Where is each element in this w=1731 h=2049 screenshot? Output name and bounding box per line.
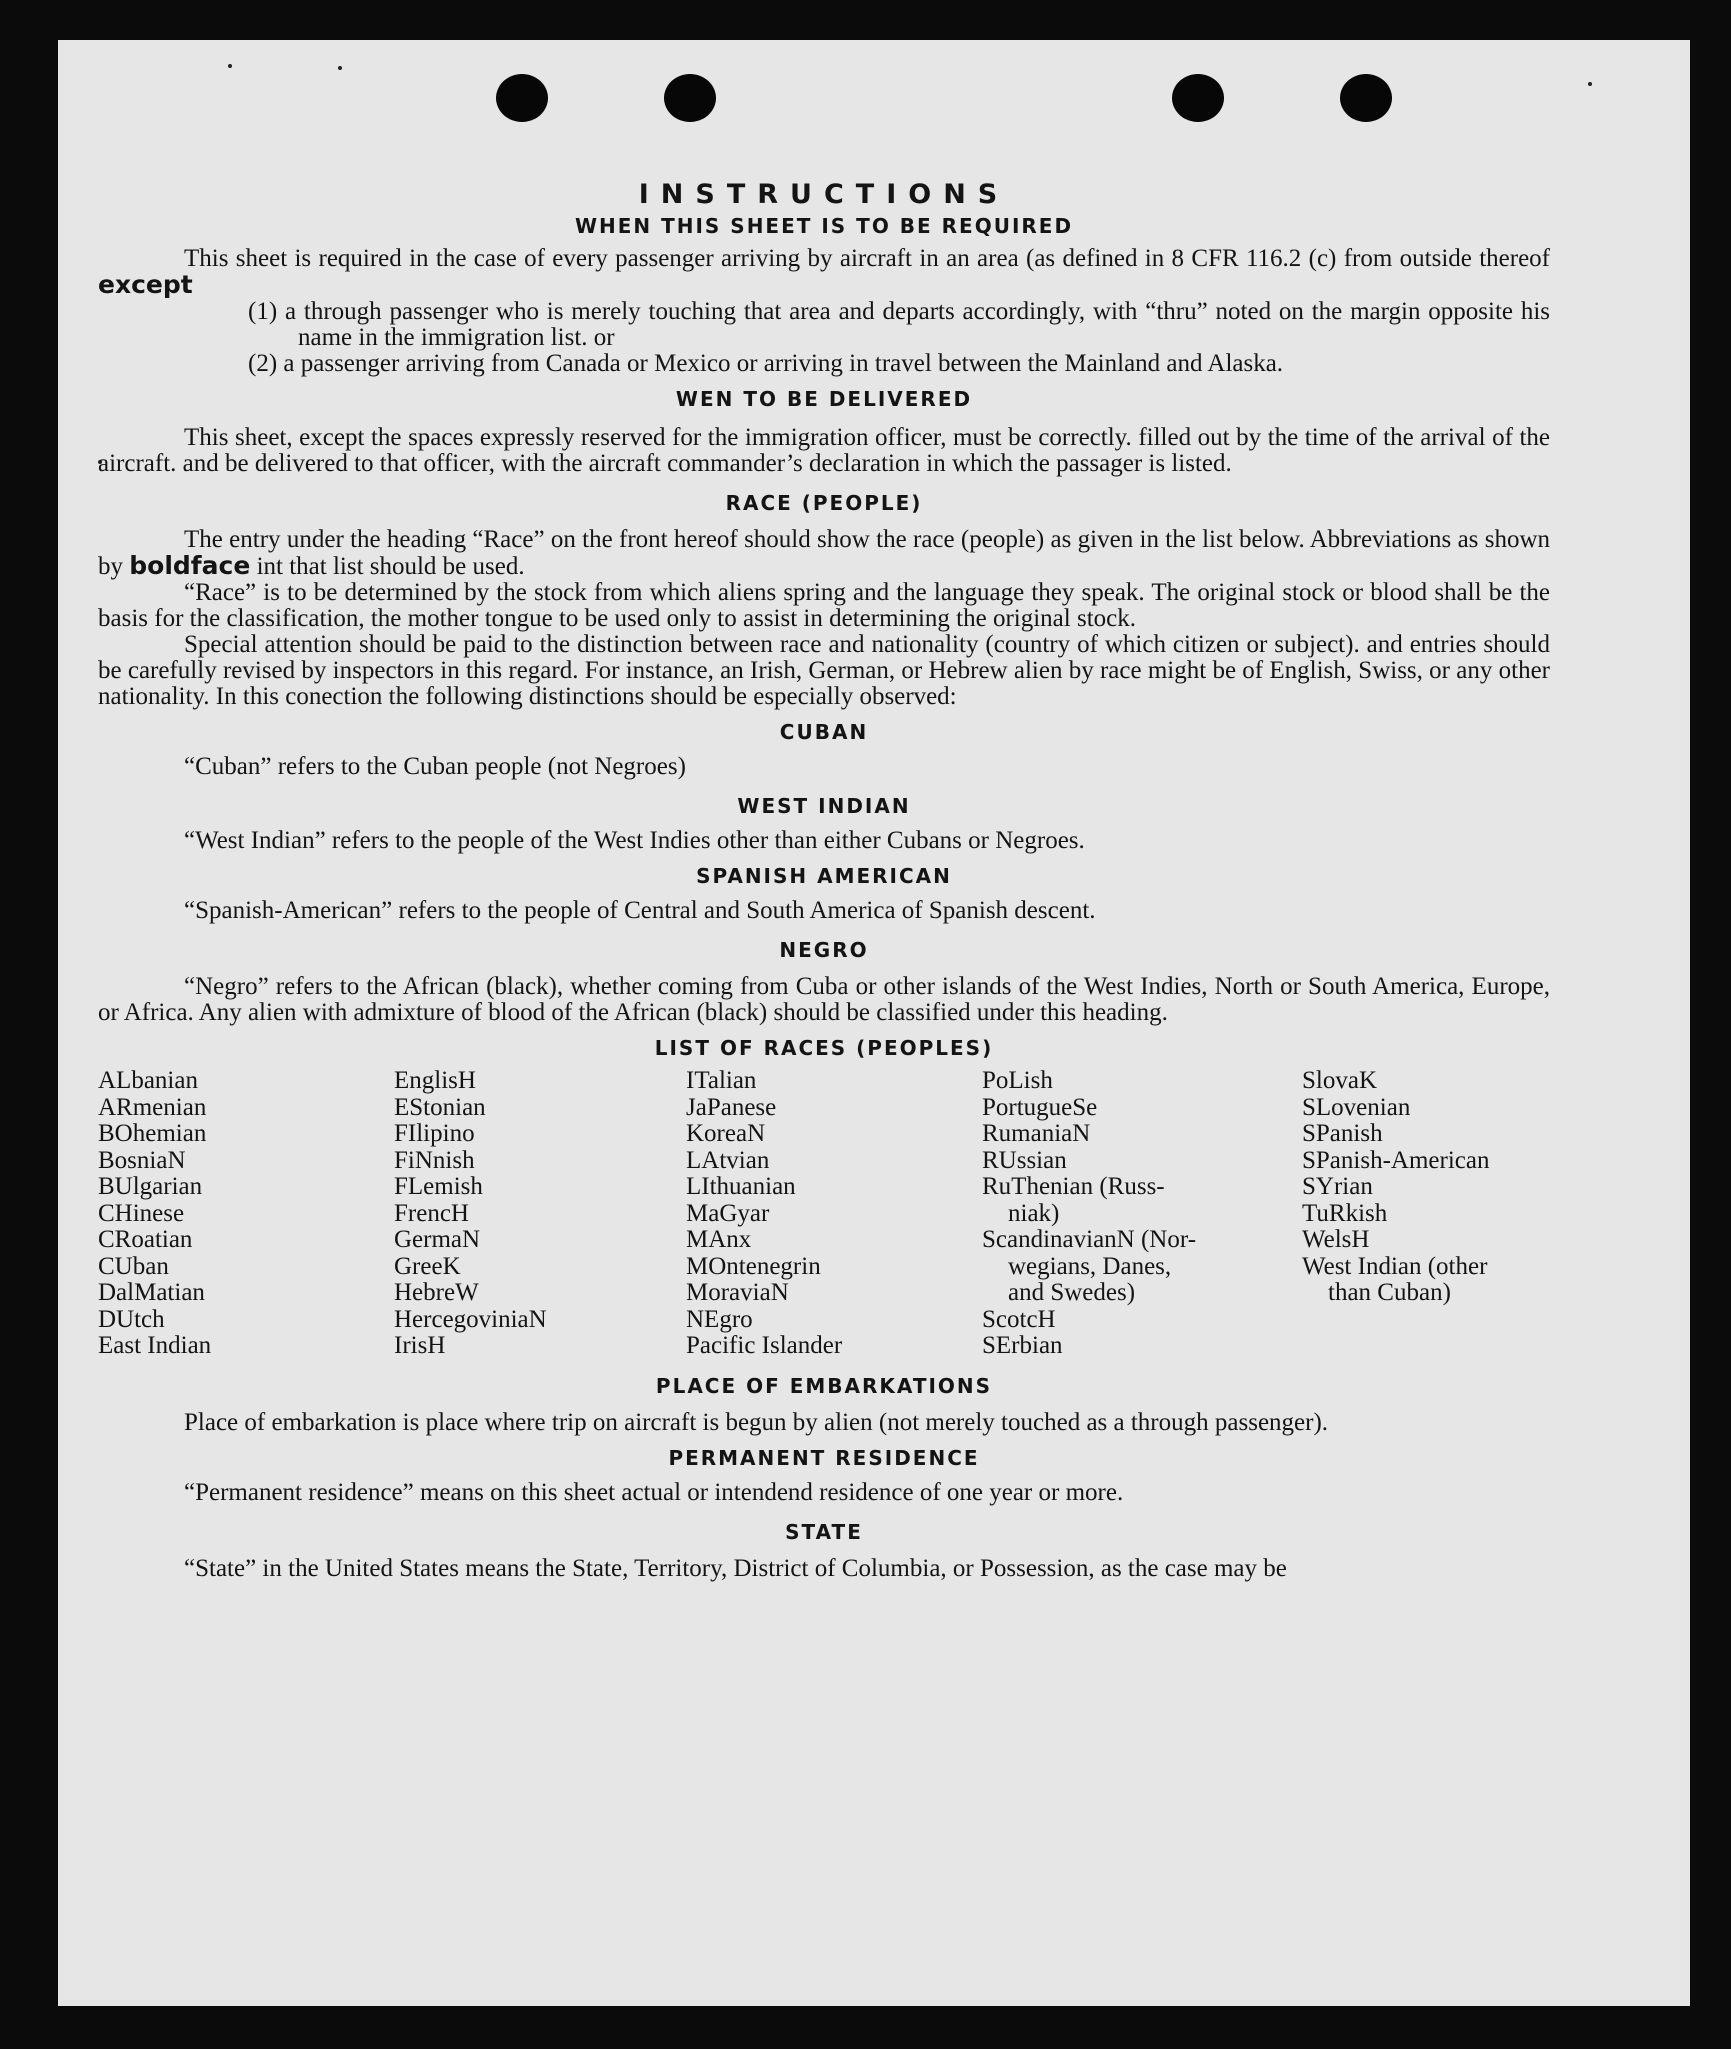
embarkation-text: Place of embarkation is place where trip on aircraft is begun by alien (not merely touched as a through passenger).: [184, 1408, 1329, 1436]
punch-hole: [1340, 74, 1392, 122]
race-entry: FrencH: [394, 1199, 469, 1227]
exception-item-2: (2) a passenger arriving from Canada or Mexico or arriving in travel between the Mainland and Alaska.: [248, 350, 1284, 377]
race-entry: Pacific Islander: [686, 1332, 843, 1359]
spanish-american-text: “Spanish-American” refers to the people of Central and South America of Spanish descent.: [184, 897, 1096, 924]
race-entry: CRoatian: [98, 1226, 193, 1253]
race-entry-continued: wegians, Danes,: [1008, 1252, 1172, 1280]
race-entry: MoraviaN: [686, 1279, 789, 1306]
when-required-intro: [98, 246, 1550, 299]
race-entry: MaGyar: [686, 1199, 770, 1227]
race-entry: FLemish: [394, 1173, 483, 1200]
race-entry: SYrian: [1302, 1173, 1373, 1200]
west-indian-text: “West Indian” refers to the people of the West Indies other than either Cubans or Negroes.: [184, 827, 1085, 854]
race-entry: JaPanese: [686, 1093, 777, 1121]
races-column-1: [98, 1068, 394, 1360]
race-entry: PortugueSe: [982, 1093, 1098, 1121]
race-entry: SPanish-American: [1302, 1146, 1490, 1174]
race-p1-bold: boldface: [129, 551, 251, 580]
race-entry: MOntenegrin: [686, 1252, 821, 1280]
race-p1-end: int that list should be used.: [256, 553, 525, 580]
race-entry: RumaniaN: [982, 1120, 1091, 1147]
races-column-2: [394, 1068, 686, 1360]
race-entry: RUssian: [982, 1146, 1067, 1174]
intro-text: This sheet is required in the case of every passenger arriving by aircraft in an area (as defined in 8 CFR 116.2 (c) from outside thereof: [184, 245, 1550, 272]
instructions-content: [98, 180, 1550, 1582]
section-heading-negro: NEGRO: [779, 938, 869, 962]
race-entry: LAtvian: [686, 1146, 770, 1174]
race-paragraph-2: “Race” is to be determined by the stock from which aliens spring and the language they speak. The original stock or blood shall be the basis for the classification, the mother tongue to be used only to assist in determining the original stock.: [98, 579, 1550, 632]
race-entry: FIlipino: [394, 1120, 475, 1147]
section-heading-embarkation: PLACE OF EMBARKATIONS: [655, 1373, 993, 1398]
exception-item-1: (1) a through passenger who is merely touching that area and departs accordingly, with “thru” noted on the margin opposite his name in the immigration list. or: [248, 298, 1550, 351]
race-entry: KoreaN: [686, 1120, 766, 1147]
section-heading-cuban: CUBAN: [779, 720, 869, 744]
race-entry: LIthuanian: [686, 1173, 796, 1200]
race-entry: EStonian: [394, 1093, 486, 1121]
punch-hole: [664, 74, 716, 122]
races-list: [98, 1068, 1550, 1360]
race-entry: ARmenian: [98, 1093, 207, 1121]
section-heading-residence: PERMANENT RESIDENCE: [668, 1445, 980, 1470]
race-entry: PoLish: [982, 1067, 1053, 1094]
section-heading-when-delivered: WEN TO BE DELIVERED: [675, 387, 973, 411]
negro-text: “Negro” refers to the African (black), whether coming from Cuba or other islands of the West Indies, North or South America, Europe, or Africa. Any alien with admixture of blood of the African (black) should be classified under this heading.: [98, 973, 1550, 1026]
intro-bold-except: except: [98, 270, 193, 299]
race-entry: EnglisH: [394, 1067, 476, 1094]
speck: [338, 66, 342, 70]
cuban-text: “Cuban” refers to the Cuban people (not Negroes): [184, 753, 686, 780]
race-paragraph-1: [98, 527, 1550, 580]
race-entry: TuRkish: [1302, 1199, 1388, 1227]
race-entry: RuThenian (Russ-: [982, 1173, 1165, 1200]
race-entry: GermaN: [394, 1226, 481, 1253]
race-entry: FiNnish: [394, 1146, 475, 1174]
race-entry: MAnx: [686, 1226, 752, 1253]
race-entry-continued: and Swedes): [1008, 1279, 1136, 1306]
page-title: INSTRUCTIONS: [638, 179, 1010, 210]
document-page: [58, 40, 1690, 2006]
race-entry-continued: niak): [1008, 1199, 1060, 1227]
race-entry: BosniaN: [98, 1146, 186, 1174]
race-entry: BOhemian: [98, 1120, 207, 1147]
punch-hole: [1172, 74, 1224, 122]
race-entry: DUtch: [98, 1305, 165, 1333]
race-entry: GreeK: [394, 1252, 461, 1280]
residence-text: “Permanent residence” means on this sheet actual or intendend residence of one year or more.: [184, 1478, 1124, 1506]
race-entry: SPanish: [1302, 1120, 1383, 1147]
race-entry: SlovaK: [1302, 1067, 1377, 1094]
section-heading-when-required: WHEN THIS SHEET IS TO BE REQUIRED: [574, 214, 1074, 238]
race-p1-start: The entry under the heading “Race” on the front hereof should show the race (people) as given in the list below. Abbreviations as shown by: [98, 526, 1550, 580]
race-entry: DalMatian: [98, 1279, 205, 1306]
race-entry: HebreW: [394, 1279, 479, 1306]
race-entry: BUlgarian: [98, 1173, 203, 1200]
races-column-3: [686, 1068, 982, 1360]
race-entry: IrisH: [394, 1332, 446, 1359]
race-entry: East Indian: [98, 1332, 212, 1359]
race-entry: HercegoviniaN: [394, 1305, 547, 1333]
race-entry: SErbian: [982, 1332, 1063, 1359]
race-entry: ALbanian: [98, 1067, 198, 1094]
race-entry: CUban: [98, 1252, 169, 1280]
races-column-4: [982, 1068, 1302, 1360]
race-entry: ITalian: [686, 1067, 757, 1094]
section-heading-west-indian: WEST INDIAN: [737, 794, 911, 818]
race-entry: ScandinavianN (Nor-: [982, 1226, 1197, 1253]
section-heading-list-of-races: LIST OF RACES (PEOPLES): [654, 1036, 994, 1060]
race-entry: ScotcH: [982, 1305, 1056, 1333]
punch-hole: [496, 74, 548, 122]
state-text: “State” in the United States means the State, Territory, District of Columbia, or Possession, as the case may be: [184, 1554, 1287, 1582]
race-entry: CHinese: [98, 1199, 185, 1227]
race-entry: WelsH: [1302, 1226, 1370, 1253]
race-entry: SLovenian: [1302, 1093, 1411, 1121]
races-column-5: [1302, 1068, 1550, 1360]
race-entry: West Indian (other: [1302, 1252, 1488, 1280]
race-paragraph-3: Special attention should be paid to the distinction between race and nationality (country of which citizen or subject). and entries should be carefully revised by inspectors in this regard. For instance, an Irish, German, or Hebrew alien by race might be of English, Swiss, or any other nationality. In this conection the following distinctions should be especially observed:: [98, 631, 1550, 710]
section-heading-spanish-american: SPANISH AMERICAN: [696, 864, 952, 888]
race-entry: NEgro: [686, 1305, 753, 1333]
section-heading-state: STATE: [785, 1519, 863, 1544]
section-heading-race: RACE (PEOPLE): [725, 491, 923, 515]
speck: [228, 64, 232, 68]
when-delivered-text: This sheet, except the spaces expressly reserved for the immigration officer, must be correctly. filled out by the time of the arrival of the aircraft. and be delivered to that officer, with the aircraft commander’s declaration in which the passager is listed.: [98, 424, 1550, 477]
race-entry-continued: than Cuban): [1328, 1279, 1451, 1306]
speck: [1588, 82, 1592, 86]
